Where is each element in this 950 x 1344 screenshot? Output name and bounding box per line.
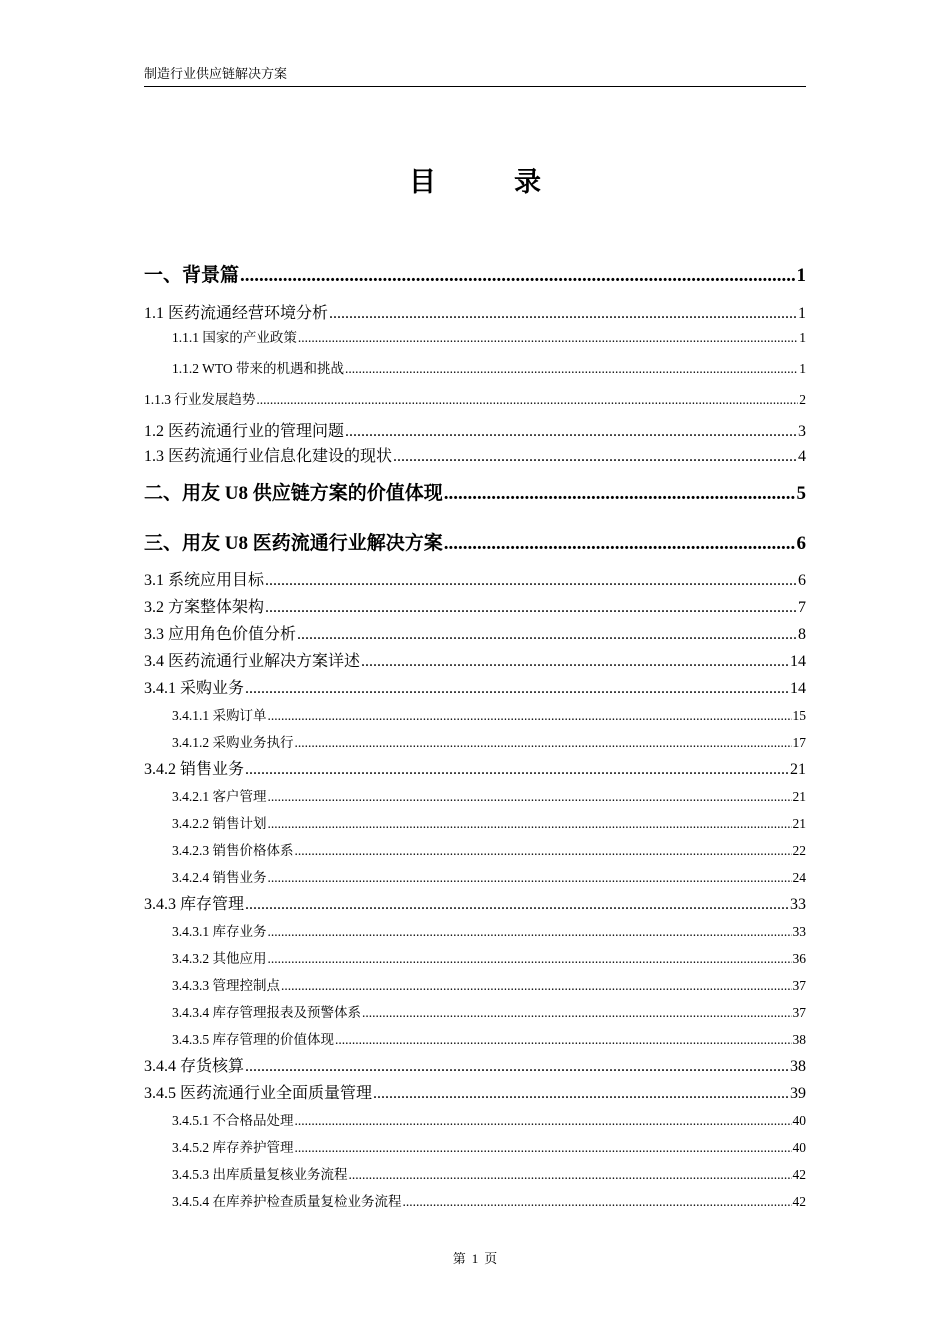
toc-label: 3.4.1.2 采购业务执行 [172,735,294,750]
toc-entry[interactable] [144,594,806,617]
toc-entry[interactable] [144,621,806,644]
toc-leader [245,1058,789,1076]
toc-leader [403,1194,792,1210]
toc-leader [268,708,792,724]
footer-page-number: 1 [471,1251,479,1266]
page-title [0,160,950,199]
toc-entry[interactable] [172,947,806,967]
toc-leader [345,423,797,441]
toc-entry[interactable] [172,974,806,994]
toc-label: 3.2 方案整体架构 [144,599,265,616]
toc-page: 24 [792,870,806,885]
toc-label: 3.4.2.1 客户管理 [172,789,267,804]
header-title: 制造行业供应链解决方案 [144,66,288,81]
toc-page: 15 [792,708,806,723]
toc-entry[interactable] [144,478,806,505]
toc-label: 1.1 医药流通经营环境分析 [144,305,329,322]
toc-entry[interactable] [172,1109,806,1129]
toc-leader [362,1005,792,1021]
toc-entry[interactable] [172,1028,806,1048]
toc-page: 1 [799,361,806,376]
toc-leader [345,361,798,377]
toc-entry[interactable] [144,675,806,698]
toc-entry[interactable] [172,1163,806,1183]
toc-label: 1.1.3 行业发展趋势 [144,392,256,407]
toc-label: 一、背景篇 [144,265,240,286]
toc-label: 3.4.5.3 出库质量复核业务流程 [172,1167,348,1182]
toc-entry[interactable] [172,866,806,886]
toc-page: 21 [792,816,806,831]
toc-label: 三、用友 U8 医药流通行业解决方案 [144,533,443,554]
toc-label: 3.4.3.2 其他应用 [172,951,267,966]
toc-page: 21 [792,789,806,804]
toc-page: 42 [792,1167,806,1182]
toc-page: 38 [792,1032,806,1047]
toc-page: 5 [796,483,806,504]
toc-leader [298,330,798,346]
toc-leader [265,599,797,617]
toc-label: 3.4.2.4 销售业务 [172,870,267,885]
toc-label: 3.4.5.1 不合格品处理 [172,1113,294,1128]
toc-entry[interactable] [144,260,806,287]
toc-label: 1.1.2 WTO 带来的机遇和挑战 [172,361,344,376]
toc-page: 37 [792,978,806,993]
toc-page: 37 [792,1005,806,1020]
toc-entry[interactable] [172,785,806,805]
toc-page: 14 [790,680,806,697]
toc-leader [329,305,797,323]
title-char-1: 目 [409,167,436,197]
toc-label: 3.4.1.1 采购订单 [172,708,267,723]
toc-leader [444,483,796,505]
toc-leader [240,265,795,287]
toc-label: 3.4.3.4 库存管理报表及预警体系 [172,1005,361,1020]
toc-label: 3.4.5.2 库存养护管理 [172,1140,294,1155]
toc-page: 42 [792,1194,806,1209]
toc-leader [268,924,792,940]
toc-leader [281,978,792,994]
toc-label: 3.4.3.5 库存管理的价值体现 [172,1032,334,1047]
toc-entry[interactable] [144,891,806,914]
toc-page: 7 [798,599,806,616]
toc-label: 1.2 医药流通行业的管理问题 [144,423,345,440]
toc-page: 1 [796,265,806,286]
toc-label: 3.4.5 医药流通行业全面质量管理 [144,1085,373,1102]
toc-page: 40 [792,1113,806,1128]
toc-entry[interactable] [144,443,806,466]
toc-leader [256,392,798,408]
toc-leader [349,1167,792,1183]
toc-page: 6 [796,533,806,554]
toc-page: 40 [792,1140,806,1155]
toc-page: 38 [790,1058,806,1075]
toc-entry[interactable] [144,567,806,590]
toc-label: 3.4.1 采购业务 [144,680,245,697]
toc-leader [393,448,797,466]
toc-entry[interactable] [144,756,806,779]
toc-label: 3.4.4 存货核算 [144,1058,245,1075]
toc-page: 33 [790,896,806,913]
toc-entry[interactable] [172,731,806,751]
toc-label: 3.4.5.4 在库养护检查质量复检业务流程 [172,1194,402,1209]
toc-label: 1.3 医药流通行业信息化建设的现状 [144,448,393,465]
toc-entry[interactable] [172,1136,806,1156]
toc-entry[interactable] [172,357,806,377]
toc-entry[interactable] [144,418,806,441]
toc-page: 8 [798,626,806,643]
toc-leader [265,572,797,590]
toc-label: 3.1 系统应用目标 [144,572,265,589]
toc-page: 1 [798,305,806,322]
toc-label: 二、用友 U8 供应链方案的价值体现 [144,483,443,504]
toc-page: 33 [792,924,806,939]
toc-leader [245,761,789,779]
toc-leader [444,533,796,555]
toc-leader [295,1113,792,1129]
running-header [144,64,806,87]
toc-page: 17 [792,735,806,750]
toc-entry[interactable] [172,704,806,724]
toc-page: 39 [790,1085,806,1102]
toc-label: 3.3 应用角色价值分析 [144,626,297,643]
toc-label: 3.4.3.1 库存业务 [172,924,267,939]
toc-entry[interactable] [172,326,806,346]
toc-entry[interactable] [144,648,806,671]
toc-page: 6 [798,572,806,589]
toc-leader [245,896,789,914]
toc-label: 3.4.3 库存管理 [144,896,245,913]
toc-page: 2 [799,392,806,407]
toc-leader [268,951,792,967]
toc-label: 1.1.1 国家的产业政策 [172,330,297,345]
footer-suffix: 页 [484,1251,498,1266]
toc-label: 3.4.2 销售业务 [144,761,245,778]
toc-leader [268,816,792,832]
toc-entry[interactable] [172,920,806,940]
toc-page: 14 [790,653,806,670]
toc-page: 4 [798,448,806,465]
toc-entry[interactable] [144,300,806,323]
toc-leader [361,653,789,671]
toc-leader [268,789,792,805]
toc-leader [295,843,792,859]
toc-entry[interactable] [172,839,806,859]
toc-label: 3.4 医药流通行业解决方案详述 [144,653,361,670]
toc-label: 3.4.2.2 销售计划 [172,816,267,831]
toc-page: 3 [798,423,806,440]
toc-leader [373,1085,789,1103]
toc-page: 22 [792,843,806,858]
toc-leader [245,680,789,698]
toc-entry[interactable] [144,1053,806,1076]
toc-label: 3.4.2.3 销售价格体系 [172,843,294,858]
toc-label: 3.4.3.3 管理控制点 [172,978,280,993]
footer-prefix: 第 [452,1251,466,1266]
toc-page: 36 [792,951,806,966]
toc-entry[interactable] [144,1080,806,1103]
toc-page: 21 [790,761,806,778]
toc-leader [295,1140,792,1156]
toc-leader [295,735,792,751]
title-char-2: 录 [514,167,541,197]
toc-leader [268,870,792,886]
page-footer [0,1248,950,1267]
toc-entry[interactable] [172,812,806,832]
toc-entry[interactable] [144,528,806,555]
toc-page: 1 [799,330,806,345]
toc-entry[interactable] [172,1001,806,1021]
toc-entry[interactable] [144,388,806,408]
toc-leader [297,626,797,644]
toc-leader [335,1032,792,1048]
toc-entry[interactable] [172,1190,806,1210]
